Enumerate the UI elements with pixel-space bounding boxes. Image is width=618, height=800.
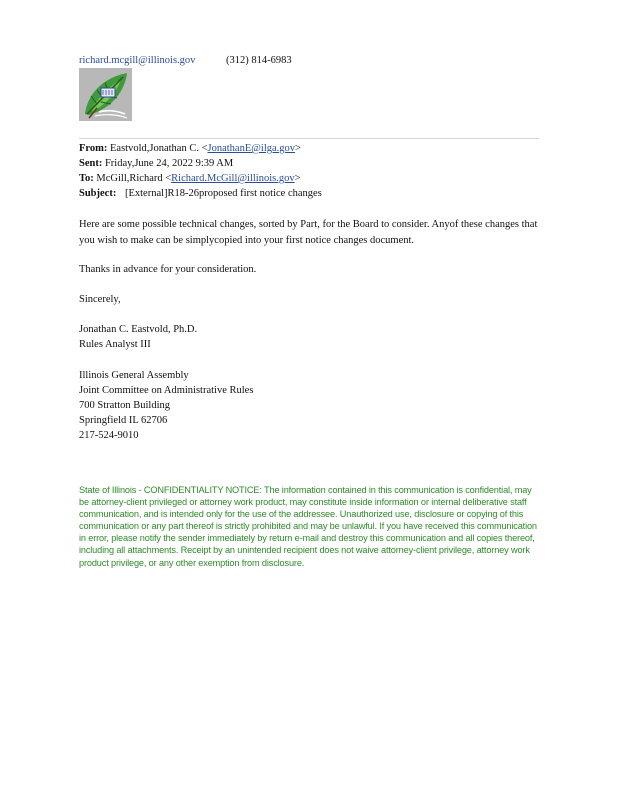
signature-title: Rules Analyst III [79,339,151,350]
email-headers [79,141,322,201]
sent-value: Friday,June 24, 2022 9:39 AM [104,158,234,169]
body-paragraph-2: Thanks in advance for your consideration. [79,264,257,275]
from-label: From: [79,143,108,154]
signature-committee: Joint Committee on Administrative Rules [79,385,254,396]
to-close: > [294,173,301,184]
body-paragraph-1: Here are some possible technical changes, sorted by Part, for the Board to consider. Anyof these changes that you wish to make can be simplycopied into your first notice changes document. [79,219,538,246]
signature-address [79,368,253,443]
signature-org: Illinois General Assembly [79,370,189,381]
contact-phone: (312) 814-6983 [226,55,292,66]
sent-label: Sent: [79,158,103,169]
leaf-logo-icon [79,68,132,121]
header-divider [79,138,539,139]
confidentiality-notice: State of Illinois - CONFIDENTIALITY NOTICE: The information contained in this communication is confidential, may be attorney-client privileged or attorney work product, may constitute inside information or internal deliberative staff communication, and is intended only for the use of the addressee. Unauthorized use, disclosure or copying of this communication or any part thereof is strictly prohibited and may be unlawful. If you have received this communication in error, please notify the sender immediately by return e-mail and destroy this communication and all copies thereof, including all attachments. Receipt by an unintended recipient does not waive attorney-client privilege, attorney work product privilege, or any other exemption from disclosure. [79,485,537,568]
body-closing: Sincerely, [79,294,121,305]
signature-phone: 217-524-9010 [79,430,139,441]
contact-email-link[interactable]: richard.mcgill@illinois.gov [79,55,196,66]
from-row [79,141,322,156]
subject-label: Subject: [79,188,117,199]
from-close: > [295,143,301,154]
to-name: McGill,Richard < [96,173,172,184]
signature-address-line-1: 700 Stratton Building [79,400,171,411]
signature-name: Jonathan C. Eastvold, Ph.D. [79,324,198,335]
to-row [79,171,322,186]
to-email-link[interactable]: Richard.McGill@illinois.gov [171,173,295,184]
signature-block [79,322,197,352]
from-email-link[interactable]: JonathanE@ilga.gov [207,143,296,154]
sent-row [79,156,322,171]
signature-address-line-2: Springfield IL 62706 [79,415,168,426]
contact-line [79,55,292,66]
subject-value: [External]R18-26proposed first notice changes [124,188,322,199]
subject-row [79,186,322,201]
from-name: Eastvold,Jonathan C. < [110,143,208,154]
to-label: To: [79,173,94,184]
